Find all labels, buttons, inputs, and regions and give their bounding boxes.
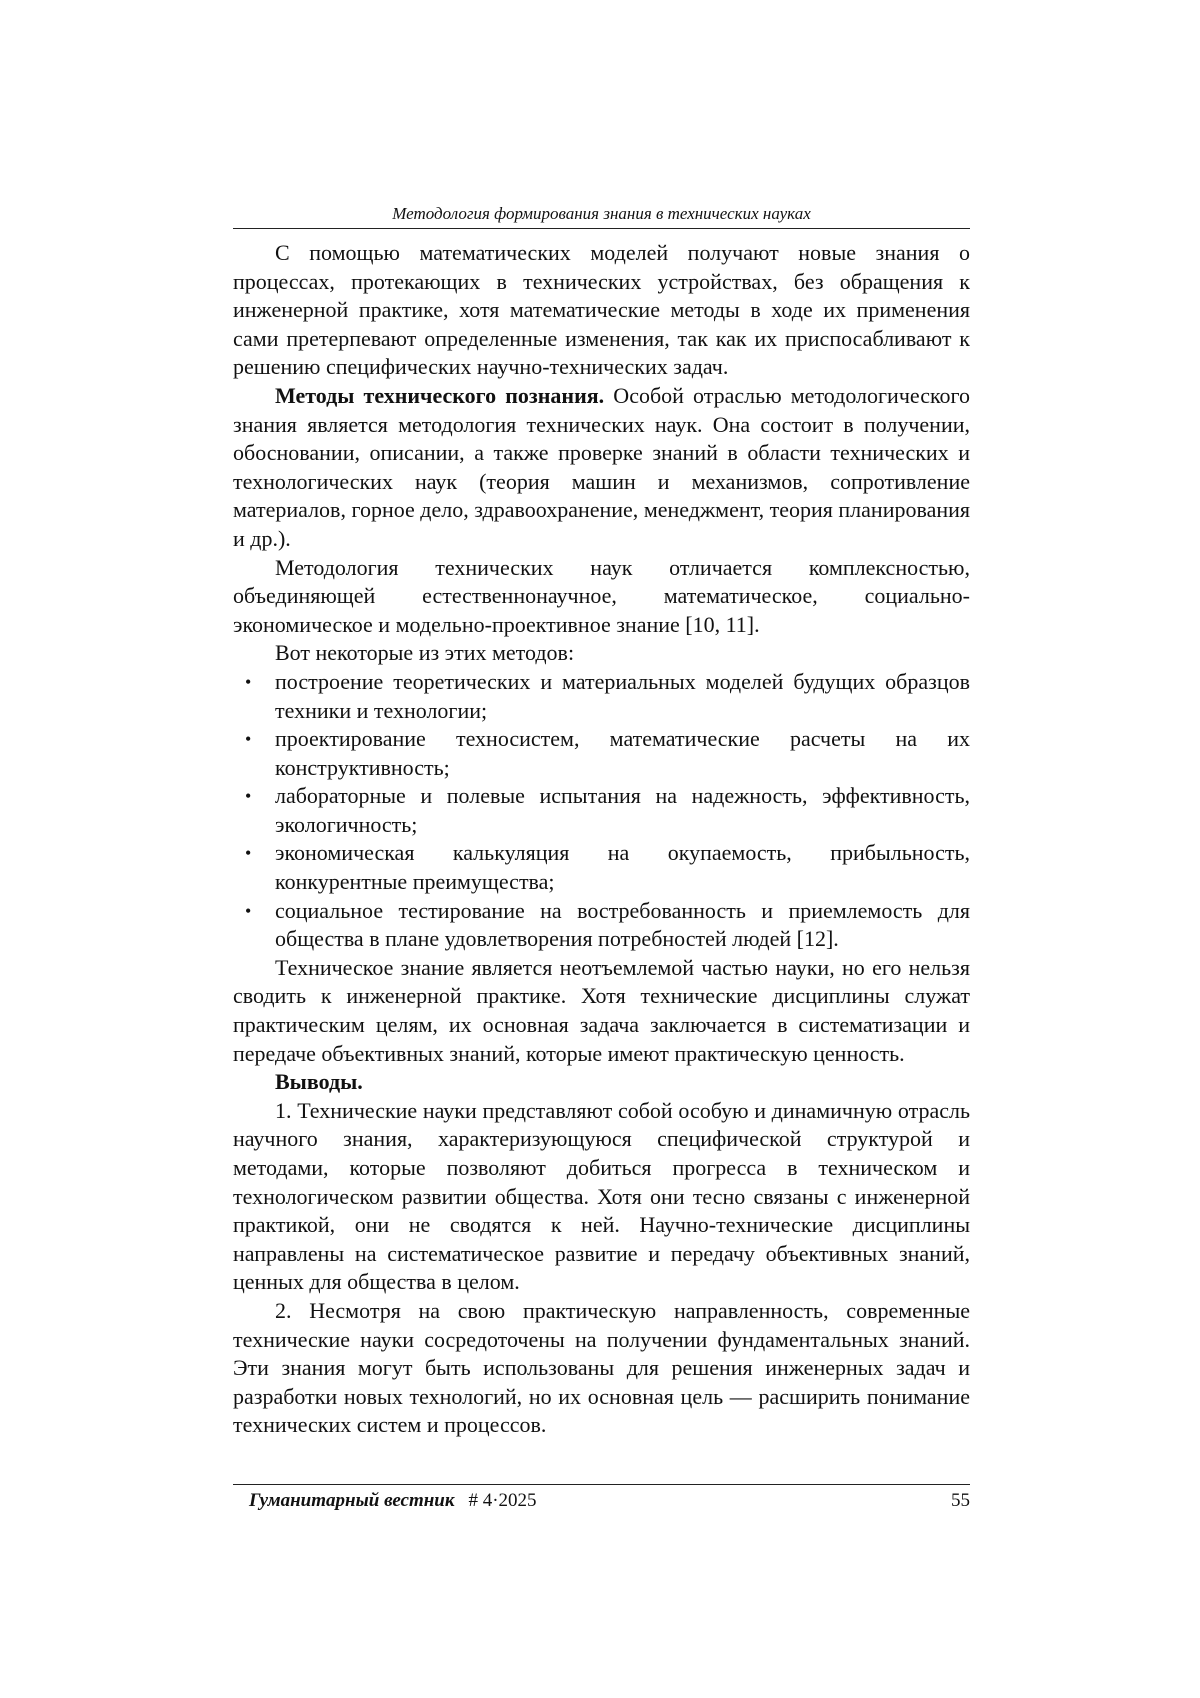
list-item (233, 782, 970, 839)
page-footer (233, 1484, 970, 1513)
section-heading-methods: Методы технического познания. (275, 382, 605, 408)
conclusion-1: 1. Технические науки представляют собой особую и динамичную отрасль научного знания, характеризующуюся специфической структурой и методами, которые позволяют добиться прогресса в техническом и технологическом развитии общества. Хотя они тесно связаны с инженерной практикой, они не сводятся к ней. Научно-технические дисциплины направлены на систематическое развитие и передачу объективных знаний, ценных для общества в целом. (233, 1097, 970, 1295)
list-item (233, 725, 970, 782)
article-body (233, 239, 970, 1440)
page-number: 55 (951, 1490, 970, 1511)
list-item-text: лабораторные и полевые испытания на надежность, эффективность, экологичность; (275, 783, 970, 837)
bullet-icon: • (245, 729, 252, 750)
bullet-icon: • (245, 786, 252, 807)
conclusions-heading: Выводы. (275, 1069, 363, 1095)
bullet-icon: • (245, 843, 252, 864)
list-item (233, 668, 970, 725)
journal-title: Гуманитарный вестник (249, 1490, 455, 1511)
list-item (233, 839, 970, 896)
bullet-icon: • (245, 900, 252, 921)
paragraph-text: Особой отраслью методологического знания является методология технических наук. Она состоит в получении, обосновании, описании, а также проверке знаний в области технических и технологических наук (теория машин и механизмов, сопротивление материалов, горное дело, здравоохранение, менеджмент, теория планирования и др.). (233, 382, 971, 551)
paragraph: Вот некоторые из этих методов: (275, 640, 575, 666)
paragraph: Техническое знание является неотъемлемой частью науки, но его нельзя сводить к инженерной практике. Хотя технические дисциплины служат практическим целям, их основная задача заключается в систематизации и передаче объективных знаний, которые имеют практическую ценность. (233, 954, 970, 1066)
list-item-text: социальное тестирование на востребованность и приемлемость для общества в плане удовлетворения потребностей людей [12]. (275, 897, 970, 952)
list-item (233, 897, 970, 954)
paragraph: С помощью математических моделей получают новые знания о процессах, протекающих в технических устройствах, без обращения к инженерной практике, хотя математические методы в ходе их применения сами претерпевают определенные изменения, так как их приспосабливают к решению специфических научно-технических задач. (233, 240, 970, 380)
methods-list (233, 668, 970, 954)
page-content (233, 203, 970, 1440)
bullet-icon: • (245, 671, 252, 692)
list-item-text: проектирование техносистем, математические расчеты на их конструктивность; (275, 726, 970, 780)
running-header: Методология формирования знания в технических науках (233, 203, 970, 229)
list-item-text: экономическая калькуляция на окупаемость, прибыльность, конкурентные преимущества; (275, 840, 970, 895)
list-item-text: построение теоретических и материальных моделей будущих образцов техники и технологии; (275, 668, 970, 723)
issue-number: # 4·2025 (468, 1490, 537, 1511)
paragraph: Методология технических наук отличается комплексностью, объединяющей естественнонаучное, математическое, социально-экономическое и модельно-проективное знание [10, 11]. (233, 554, 970, 637)
conclusion-2: 2. Несмотря на свою практическую направленность, современные технические науки сосредоточены на получении фундаментальных знаний. Эти знания могут быть использованы для решения инженерных задач и разработки новых технологий, но их основная цель — расширить понимание технических систем и процессов. (233, 1297, 970, 1438)
paragraph-methods (233, 382, 970, 554)
